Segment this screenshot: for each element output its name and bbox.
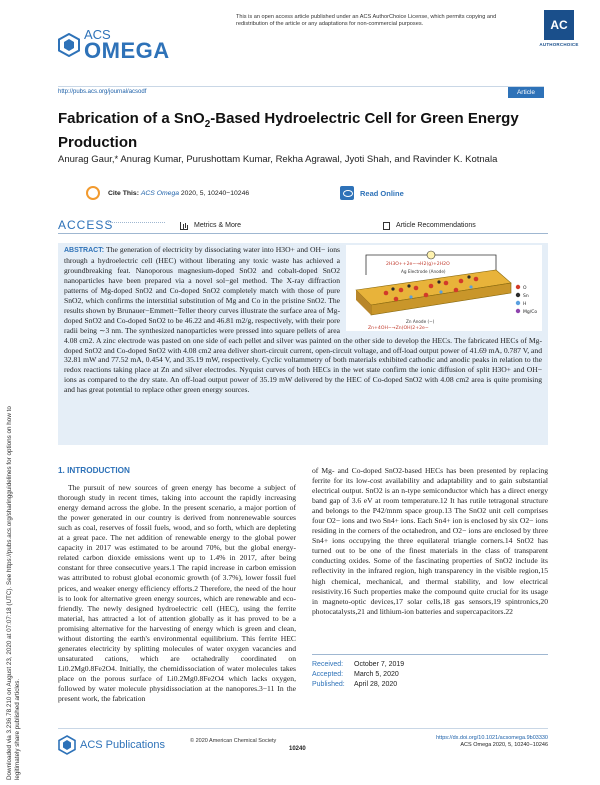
doi-link[interactable]: https://dx.doi.org/10.1021/acsomega.9b03330 (436, 735, 548, 741)
article-dates (312, 654, 548, 690)
bar-chart-icon[interactable] (180, 222, 188, 230)
column-right (312, 466, 548, 617)
abstract-body: The generation of electricity by dissociating water into H3O+ and OH− ions through a hydroelectric cell (HEC) without liberating any toxic waste has achieved a groundbreaking feat. Nanoporous magnesium-doped SnO2 and cobalt-doped SnO2 nanoparticles have been prepared via a novel sol−gel method. The X-ray diffraction patterns of Mg-doped SnO2 and Co-doped SnO2 completely match with those of pure SnO2, which confirms the interstitial substitution of Mg and Co in the pristine SnO2. The results shown by Brunauer−Emmett−Teller theory curves illustrate the surface area of Mg-doped SnO2 and Co-doped SnO2 to be 46.22 and 46.81 m2/g, respectively, with their pore radii being ∼3 nm. The synthesized nanoparticles were pressed into square pellets of area 4.08 cm2. A zinc electrode was pasted on one side of each pellet and silver was painted on the other side to develop the HECs. The fabricated HECs of Mg-doped SnO2 and Co-doped SnO2 with 4.08 cm2 area deliver short-circuit current, open-circuit voltage, and off-load output power of 41.69 mA, 0.787 V, and 32.81 mW and 77.52 mA, 0.454 V, and 35.19 mW, respectively. Cyclic voltammetry of both materials exhibited cathodic and anodic peaks in relation to the redox reactions taking place at Zn and silver electrodes. Nyquist curves of both HECs in the wet state confirm the ionic diffusion of split H3O+ and OH− ions as compared to the dry state. An off-load output power of 35.19 mW delivered by the HEC of Co-doped SnO2 with 4.08 cm2 area is quite promising and has great potential to replace other green energy sources. (64, 245, 542, 395)
acs-publications-hexagon-icon (58, 735, 76, 755)
citation-row (58, 183, 548, 207)
abstract-label: ABSTRACT: (64, 247, 105, 254)
document-icon[interactable] (383, 222, 390, 230)
footer-divider (58, 728, 548, 729)
published-date: April 28, 2020 (354, 681, 398, 688)
read-online-icon[interactable] (340, 186, 354, 200)
journal-url-bar (58, 86, 544, 98)
fig-bottom-reaction: Zn+4OH−→Zn(OH)2+2e− (368, 326, 429, 331)
access-bar (58, 220, 548, 234)
download-sidebar-note: Downloaded via 3.236.78.210 on August 23, 2020 at 07:07:18 (UTC). See https://pubs.acs.org/sharingguidelines for options on how to legitimately share published articles. (6, 406, 21, 780)
abstract-box (58, 243, 548, 445)
author-list[interactable]: Anurag Gaur,* Anurag Kumar, Purushottam Kumar, Rekha Agrawal, Jyoti Shah, and Ravinder K. Kotnala (58, 154, 498, 165)
abstract-figure-wrapper (346, 245, 542, 331)
open-access-notice: This is an open access article published under an ACS AuthorChoice License, which permits copying and redistribution of the article or any adaptations for non-commercial purposes. (236, 14, 497, 28)
acs-publications-logo[interactable] (58, 735, 165, 755)
fig-mid-label: Ag Electrode (Anode) (401, 269, 446, 274)
access-divider (105, 222, 165, 223)
fig-bottom-left-label: Zn Anode (−) (406, 319, 435, 324)
intro-heading: 1. INTRODUCTION (58, 466, 130, 475)
fig-legend-o: O (523, 286, 527, 291)
cite-this[interactable]: Cite This: ACS Omega 2020, 5, 10240−10246 (108, 190, 250, 197)
access-title: ACCESS (58, 218, 114, 232)
abstract-text (64, 245, 542, 395)
recommendations-link[interactable]: Article Recommendations (396, 222, 476, 229)
cite-icon[interactable] (86, 186, 100, 200)
intro-paragraph-2: of Mg- and Co-doped SnO2-based HECs has been presented by replacing ferrite for its low-cost availability and adaptability and to gain substantial electrical output. SnO2 is an n-type semiconductor which has a direct energy band gap of 3.6 eV at room temperature.12 It has rutile tetragonal structure and belongs to the P42/mnm space group.13 The SnO2 unit cell comprises four O2− ions and two Sn4+ ions. Each Sn4+ ion is enclosed by six O2− ions residing in the corners of the octahedron, and O2− ions are enclosed by three Sn4+ ions occupying the three equilateral triangle corners.14 SnO2 has turned out to be one of the finest materials in the class of transparent conducting oxides. Some of the fascinating properties of SnO2 include its reflectivity in the infrared region, high transparency in the visible region,15 high chemical, mechanical, and thermal stability, and low electrical resistivity.16 Such properties make the compound quite crucial for its usage in magneto-optic devices,17 solar cells,18 gas sensors,19 spintronics,20 photocatalysts,21 and lithium-ion batteries and supercapacitors.22 (312, 466, 548, 616)
acs-hexagon-icon (58, 33, 80, 57)
published-label: Published: (312, 681, 345, 688)
fig-legend-mg: Mg/Co (523, 310, 538, 315)
fig-legend-sn: Sn (523, 294, 529, 299)
fig-legend-h: H (523, 302, 527, 307)
toc-graphic (346, 245, 542, 331)
authorchoice-badge-icon[interactable]: AC (544, 10, 574, 40)
copyright-text: © 2020 American Chemical Society (190, 738, 277, 744)
doi-block (436, 735, 548, 749)
accepted-date: March 5, 2020 (354, 671, 399, 678)
article-title: Fabrication of a SnO$_2$-Based Hydroelectric Cell for Green Energy Production (58, 110, 519, 151)
toc-graphic-svg (346, 245, 542, 331)
journal-url-link[interactable]: http://pubs.acs.org/journal/acsodf (58, 89, 147, 95)
read-online-link[interactable]: Read Online (360, 189, 404, 198)
logo-acs-text: ACS (84, 27, 111, 42)
article-type-tag: Article (508, 87, 544, 98)
authorchoice-caption: AUTHORCHOICE (539, 42, 579, 47)
doi-citation: ACS Omega 2020, 5, 10240−10246 (460, 742, 548, 748)
metrics-link[interactable]: Metrics & More (194, 222, 242, 229)
accepted-label: Accepted: (312, 671, 344, 678)
received-date: October 7, 2019 (354, 661, 405, 668)
journal-logo (58, 28, 170, 61)
page-number: 10240 (289, 746, 306, 752)
logo-omega-text: OMEGA (84, 38, 170, 63)
intro-paragraph-1: The pursuit of new sources of green energy has become a subject of thorough study in recent times, taking into account the rapidly increasing energy demand across the globe. In the present scenario, a major portion of the power generated in our country is derived from nonrenewable sources such as coal, reserves of fossil fuels, wood, and so forth, which are depleting at a great pace. The net addition of renewable energy to the global power capacity in 2017 was estimated to be around 70%, but the global energy-related carbon dioxide emissions went up to 1.4% in 2017, after being constant for three consecutive years.1 The rapid increase in carbon emission was attributed to robust global economic growth (of 3.7%), lower fossil fuel prices, and weaker energy efficiency efforts.2 Therefore, the need of the hour is to look for alternative green energy sources, which are renewable and eco-friendly. The newly designed hydroelectric cell (HEC), using the ferrite material, has attracted a lot of attention globally as it has proved to be a promising alternative for the harvesting of energy which is green and clean, without distorting the earth's environmental equilibrium. This ferrite HEC generates electricity by splitting molecules of water oxygen vacancies and unsaturated cations, which are octahedrally coordinated on Li0.2Mg0.8Fe2O4. Initially, the chemidissociation of water molecules takes place on the porous surface of Li0.2Mg0.8Fe2O4 which lacks oxygen, followed by water molecule physidissociation at the nanopores.3−11 In the present work, the fabrication (58, 483, 296, 704)
received-label: Received: (312, 661, 344, 668)
column-left (58, 466, 296, 704)
fig-top-reaction: 2H3O++2e−→H2(g)+2H2O (386, 262, 450, 267)
acs-publications-text: ACS Publications (80, 739, 165, 751)
